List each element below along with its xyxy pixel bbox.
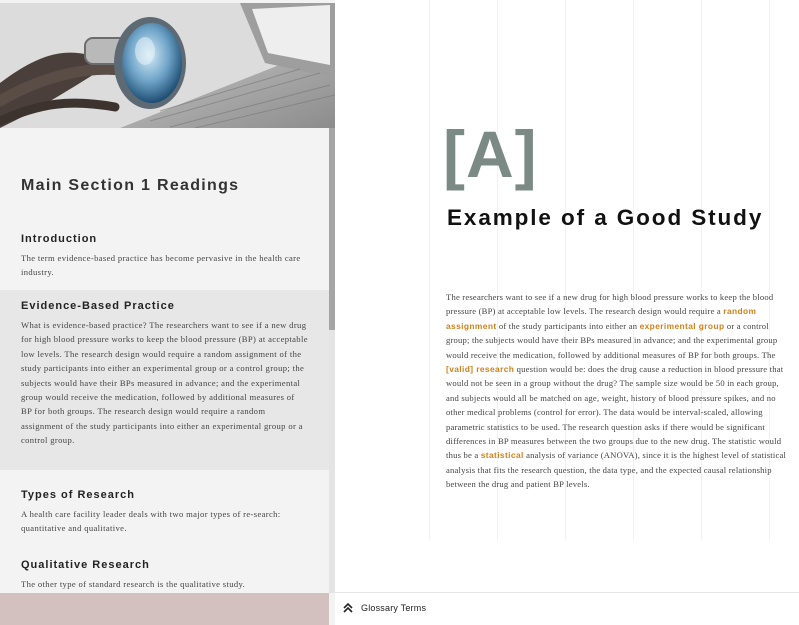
section-letter-mark: [A] <box>443 117 538 191</box>
sidebar-title: Main Section 1 Readings <box>21 177 240 194</box>
glossary-link-experimental-group[interactable]: experimental group <box>639 320 725 331</box>
paragraph-text: question would be: does the drug cause a reduction in blood pressure that would not be seen in a group without the drug? The sample size would be 50 in each group, and subjects would all be matched on age, weight, history of blood pressure spikes, and no other medical problems (control for error). The data would be interval-scaled, allowing parametric statistics to be used. The research question asks if there would be significant differences in BP measures between the two groups due to the new drug. The statistic would thus be a <box>446 364 784 461</box>
content-title: Example of a Good Study <box>447 205 764 230</box>
glossary-link-random-assignment[interactable]: random assignment <box>446 306 757 331</box>
glossary-link-statistical[interactable]: statistical <box>480 450 524 461</box>
glossary-link-valid-research[interactable]: [valid] research <box>446 364 515 375</box>
glossary-label: Glossary Terms <box>361 603 427 613</box>
sidebar-bottom-bar <box>0 593 329 625</box>
reading-section-introduction[interactable] <box>0 233 329 280</box>
grid-line <box>429 0 430 540</box>
reading-section-evidence-based-practice[interactable] <box>0 290 329 470</box>
stethoscope-laptop-illustration <box>0 3 335 128</box>
section-heading: Types of Research <box>21 489 136 501</box>
glossary-toggle-button[interactable] <box>343 602 426 614</box>
hero-image-stethoscope-laptop <box>0 3 335 128</box>
readings-sidebar <box>0 0 335 625</box>
content-panel <box>335 0 799 625</box>
section-heading: Introduction <box>21 233 98 245</box>
double-chevron-up-icon <box>343 602 353 614</box>
section-body: The other type of standard research is the qualitative study. <box>21 579 246 589</box>
section-body: What is evidence-based practice? The researchers want to see if a new drug for high blood pressure works to keep the blood pressure (BP) at acceptable low levels. The research design would require a random assignment of the study participants into either an experimental group or a control group; the subjects would have their BPs measured in advance; and the experimental group would receive the medication, followed by additional measures of BP for both groups. The research design would require a random assignment of the study participants into either an experimental group or a control group. <box>21 320 308 446</box>
section-heading: Evidence-Based Practice <box>21 300 175 312</box>
section-body: The term evidence-based practice has become pervasive in the health care industry. <box>21 253 301 278</box>
section-heading: Qualitative Research <box>21 559 150 571</box>
reading-section-types-of-research[interactable] <box>0 489 329 536</box>
section-body: A health care facility leader deals with two major types of re-search: quantitative and qualitative. <box>21 509 281 534</box>
paragraph-text: The researchers want to see if a new drug for high blood pressure works to keep the blood pressure (BP) at acceptable low levels. The research design would require a <box>446 292 774 317</box>
paragraph-text: analysis of variance (ANOVA), since it is the highest level of statistical analysis that fits the research question, the data type, and the expected causal relationship between the drug and patient BP levels. <box>446 450 787 490</box>
reading-section-qualitative-research[interactable] <box>0 559 329 591</box>
paragraph-text: or a control group; the subjects would have their BPs measured in advance; and the experimental group would receive the medication, followed by additional measures of BP for both groups. The <box>446 320 778 360</box>
study-paragraph <box>446 290 789 492</box>
glossary-footer <box>335 592 799 625</box>
paragraph-text: of the study participants into either an <box>496 320 640 331</box>
